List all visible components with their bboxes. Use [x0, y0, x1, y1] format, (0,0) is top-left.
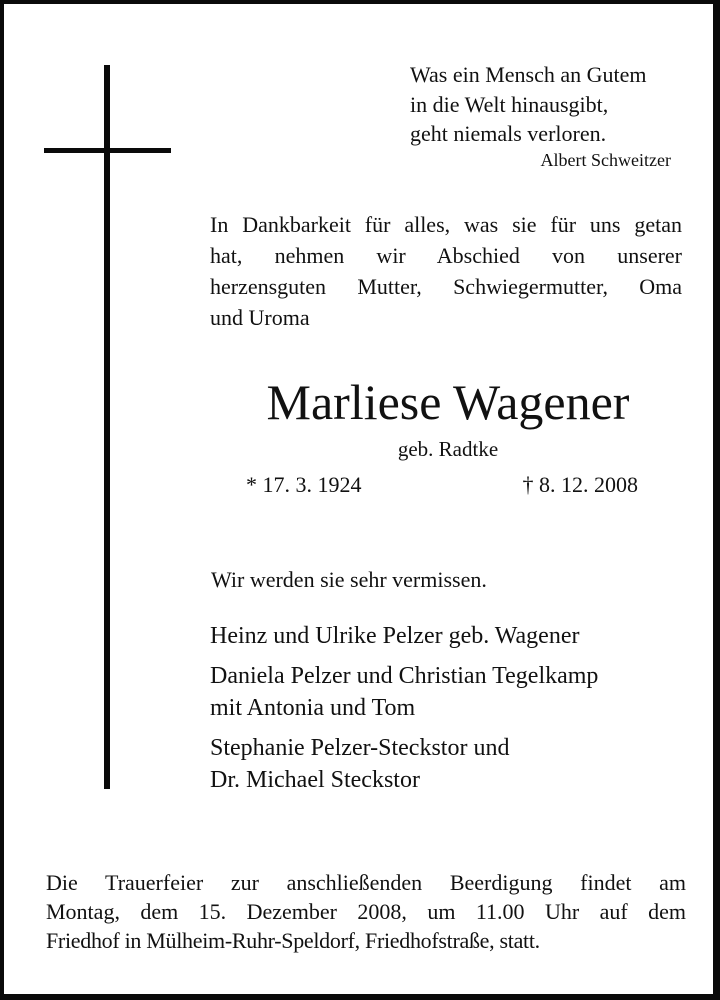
epigraph-quote — [410, 60, 682, 149]
intro-line: hat, nehmen wir Abschied von unserer — [210, 243, 682, 268]
intro-line: und Uroma — [210, 305, 310, 330]
mourner-line: Stephanie Pelzer-Steckstor und — [210, 735, 510, 761]
ceremony-line: Die Trauerfeier zur anschließenden Beerdigung findet am — [46, 870, 686, 895]
quote-line: geht niemals verloren. — [410, 121, 607, 146]
mourners-list — [210, 620, 598, 804]
death-date: † 8. 12. 2008 — [522, 472, 638, 497]
maiden-name: geb. Radtke — [397, 437, 499, 461]
mourner-line: Heinz und Ulrike Pelzer geb. Wagener — [210, 623, 580, 649]
ceremony-line: Montag, dem 15. Dezember 2008, um 11.00 Uhr auf dem — [46, 899, 686, 924]
mourner-line: Dr. Michael Steckstor — [210, 767, 420, 793]
mourner-group — [210, 732, 598, 796]
mourner-line: Daniela Pelzer und Christian Tegelkamp — [210, 663, 599, 689]
mourner-line: mit Antonia und Tom — [210, 695, 416, 721]
intro-paragraph — [210, 209, 682, 333]
ceremony-line: Friedhof in Mülheim-Ruhr-Speldorf, Friedhofstraße, statt. — [46, 928, 540, 953]
closing-sentence: Wir werden sie sehr vermissen. — [211, 567, 487, 592]
mourner-group — [210, 660, 598, 724]
mourner-group — [210, 620, 598, 652]
deceased-name: Marliese Wagener — [266, 374, 630, 430]
intro-line: herzensguten Mutter, Schwiegermutter, Oma — [210, 274, 682, 299]
cross-vertical-bar — [104, 65, 110, 789]
quote-author: Albert Schweitzer — [540, 150, 671, 170]
birth-date: * 17. 3. 1924 — [246, 472, 362, 497]
quote-line: Was ein Mensch an Gutem — [410, 62, 647, 87]
funeral-ceremony-info — [46, 868, 686, 955]
intro-line: In Dankbarkeit für alles, was sie für uns getan — [210, 212, 682, 237]
cross-horizontal-bar — [44, 148, 171, 153]
quote-line: in die Welt hinausgibt, — [410, 91, 609, 117]
